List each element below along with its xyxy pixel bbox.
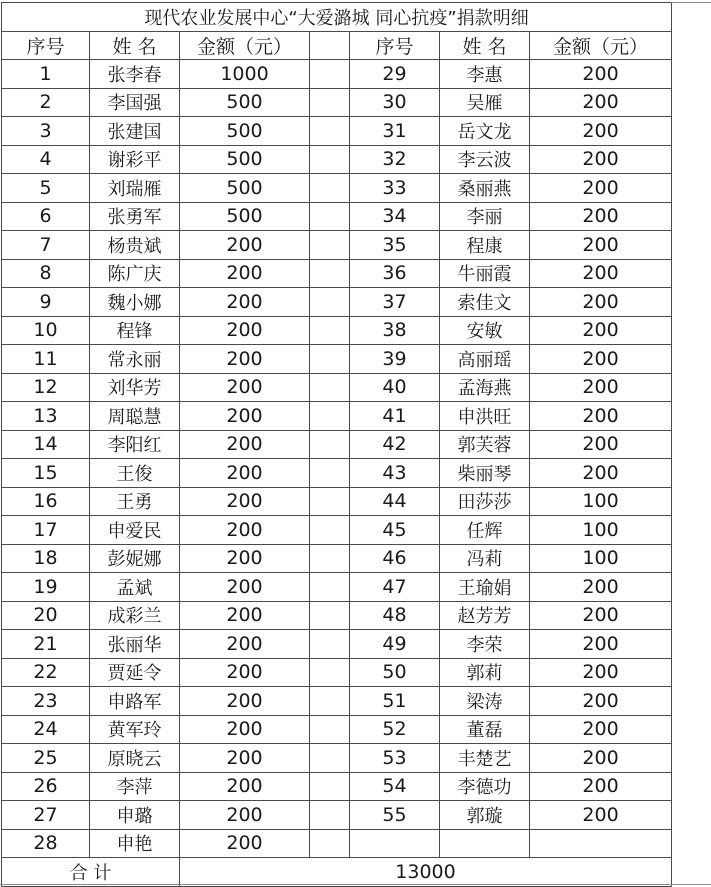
- row-name-left: 孟斌: [90, 573, 180, 602]
- row-name-right: 安敏: [440, 316, 530, 345]
- spacer-cell: [310, 459, 350, 488]
- header-index-left: 序号: [2, 31, 90, 60]
- row-index-right: 45: [350, 516, 440, 545]
- table-row: [2, 60, 672, 89]
- row-index-right: 44: [350, 487, 440, 516]
- row-amount-left: 200: [180, 630, 310, 659]
- row-index-left: 24: [2, 715, 90, 744]
- row-amount-right: 200: [530, 345, 672, 374]
- row-name-left: 申路军: [90, 687, 180, 716]
- row-amount-left: 500: [180, 202, 310, 231]
- table-row: [2, 829, 672, 858]
- sheet-grid-bottom: [0, 884, 711, 885]
- spacer-cell: [310, 231, 350, 260]
- row-index-left: 26: [2, 772, 90, 801]
- row-name-right: 郭芙蓉: [440, 430, 530, 459]
- row-name-left: 李萍: [90, 772, 180, 801]
- row-amount-right: 100: [530, 544, 672, 573]
- row-index-right: 41: [350, 402, 440, 431]
- row-name-right: 柴丽琴: [440, 459, 530, 488]
- row-index-left: 9: [2, 288, 90, 317]
- row-name-left: 申璐: [90, 801, 180, 830]
- row-amount-left: 200: [180, 744, 310, 773]
- row-name-left: 李阳红: [90, 430, 180, 459]
- total-value: 13000: [180, 858, 672, 887]
- row-index-right: 36: [350, 259, 440, 288]
- table-row: [2, 601, 672, 630]
- row-index-right: 40: [350, 373, 440, 402]
- row-index-right: 34: [350, 202, 440, 231]
- row-amount-left: 200: [180, 573, 310, 602]
- row-name-left: 常永丽: [90, 345, 180, 374]
- row-name-right: 郭莉: [440, 658, 530, 687]
- row-index-left: 23: [2, 687, 90, 716]
- row-name-left: 贾延令: [90, 658, 180, 687]
- row-amount-left: 200: [180, 829, 310, 858]
- row-amount-left: 500: [180, 88, 310, 117]
- row-amount-left: 200: [180, 687, 310, 716]
- row-name-right: 李荣: [440, 630, 530, 659]
- row-name-left: 魏小娜: [90, 288, 180, 317]
- row-name-right: 任辉: [440, 516, 530, 545]
- row-index-left: 6: [2, 202, 90, 231]
- row-index-right: 50: [350, 658, 440, 687]
- row-index-left: 5: [2, 174, 90, 203]
- row-amount-right: 200: [530, 373, 672, 402]
- row-index-right: 49: [350, 630, 440, 659]
- row-name-left: 张建国: [90, 117, 180, 146]
- spacer-cell: [310, 259, 350, 288]
- row-index-left: 15: [2, 459, 90, 488]
- row-name-right: 程康: [440, 231, 530, 260]
- row-amount-left: 500: [180, 174, 310, 203]
- table-row: [2, 373, 672, 402]
- row-name-right: 赵芳芳: [440, 601, 530, 630]
- row-name-left: 李国强: [90, 88, 180, 117]
- row-name-left: 陈广庆: [90, 259, 180, 288]
- row-amount-right: 200: [530, 459, 672, 488]
- row-amount-right: 200: [530, 174, 672, 203]
- row-index-right: 48: [350, 601, 440, 630]
- spacer-cell: [310, 430, 350, 459]
- row-index-left: 1: [2, 60, 90, 89]
- row-index-left: 14: [2, 430, 90, 459]
- row-amount-left: 200: [180, 801, 310, 830]
- row-name-left: 刘瑞雁: [90, 174, 180, 203]
- row-index-left: 19: [2, 573, 90, 602]
- row-amount-right: 200: [530, 316, 672, 345]
- header-amount-right: 金额（元）: [530, 31, 672, 60]
- row-amount-right: 200: [530, 744, 672, 773]
- table-row: [2, 658, 672, 687]
- row-amount-left: 200: [180, 316, 310, 345]
- table-row: [2, 174, 672, 203]
- row-index-right: [350, 829, 440, 858]
- row-name-left: 申爱民: [90, 516, 180, 545]
- spacer-cell: [310, 772, 350, 801]
- row-index-left: 13: [2, 402, 90, 431]
- row-name-left: 彭妮娜: [90, 544, 180, 573]
- row-amount-right: 200: [530, 601, 672, 630]
- row-index-left: 10: [2, 316, 90, 345]
- row-amount-left: 500: [180, 145, 310, 174]
- row-amount-left: 200: [180, 231, 310, 260]
- spacer-cell: [310, 202, 350, 231]
- donation-table: [1, 2, 672, 887]
- row-amount-right: 200: [530, 772, 672, 801]
- row-amount-right: 200: [530, 630, 672, 659]
- table-row: [2, 88, 672, 117]
- spacer-cell: [310, 31, 350, 60]
- table-row: [2, 573, 672, 602]
- row-amount-right: 200: [530, 202, 672, 231]
- spacer-cell: [310, 744, 350, 773]
- row-name-right: 王瑜娟: [440, 573, 530, 602]
- row-amount-left: 200: [180, 459, 310, 488]
- row-name-left: 王勇: [90, 487, 180, 516]
- row-amount-left: 200: [180, 772, 310, 801]
- table-row: [2, 231, 672, 260]
- table-row: [2, 345, 672, 374]
- row-amount-right: 200: [530, 60, 672, 89]
- row-name-left: 王俊: [90, 459, 180, 488]
- table-row: [2, 715, 672, 744]
- total-row: [2, 858, 672, 887]
- table-row: [2, 430, 672, 459]
- row-name-right: 吴雁: [440, 88, 530, 117]
- row-name-left: 周聪慧: [90, 402, 180, 431]
- spacer-cell: [310, 687, 350, 716]
- row-amount-right: 200: [530, 658, 672, 687]
- spacer-cell: [310, 373, 350, 402]
- table-row: [2, 687, 672, 716]
- spacer-cell: [310, 117, 350, 146]
- row-index-right: 38: [350, 316, 440, 345]
- row-amount-right: 200: [530, 573, 672, 602]
- header-name-left: 姓 名: [90, 31, 180, 60]
- row-name-right: 冯莉: [440, 544, 530, 573]
- row-amount-right: 200: [530, 117, 672, 146]
- row-name-right: 田莎莎: [440, 487, 530, 516]
- row-name-right: 高丽瑶: [440, 345, 530, 374]
- table-row: [2, 316, 672, 345]
- row-index-left: 3: [2, 117, 90, 146]
- table-row: [2, 145, 672, 174]
- row-amount-left: 200: [180, 402, 310, 431]
- row-index-left: 27: [2, 801, 90, 830]
- row-amount-left: 200: [180, 601, 310, 630]
- row-amount-left: 200: [180, 373, 310, 402]
- row-amount-left: 500: [180, 117, 310, 146]
- spacer-cell: [310, 544, 350, 573]
- row-amount-right: 200: [530, 231, 672, 260]
- row-index-left: 11: [2, 345, 90, 374]
- row-index-right: 43: [350, 459, 440, 488]
- row-name-right: 李云波: [440, 145, 530, 174]
- table-row: [2, 402, 672, 431]
- row-index-left: 8: [2, 259, 90, 288]
- row-index-left: 18: [2, 544, 90, 573]
- row-index-right: 32: [350, 145, 440, 174]
- row-index-right: 31: [350, 117, 440, 146]
- spacer-cell: [310, 658, 350, 687]
- row-name-left: 原晓云: [90, 744, 180, 773]
- row-name-right: 孟海燕: [440, 373, 530, 402]
- table-row: [2, 202, 672, 231]
- table-row: [2, 288, 672, 317]
- spacer-cell: [310, 60, 350, 89]
- spacer-cell: [310, 402, 350, 431]
- row-name-right: 申洪旺: [440, 402, 530, 431]
- row-amount-right: 100: [530, 487, 672, 516]
- row-index-left: 2: [2, 88, 90, 117]
- spacer-cell: [310, 316, 350, 345]
- spacer-cell: [310, 715, 350, 744]
- row-amount-right: 200: [530, 687, 672, 716]
- spacer-cell: [310, 345, 350, 374]
- row-amount-left: 200: [180, 715, 310, 744]
- row-name-left: 张丽华: [90, 630, 180, 659]
- row-amount-right: 200: [530, 715, 672, 744]
- row-name-left: 程锋: [90, 316, 180, 345]
- row-amount-right: 200: [530, 402, 672, 431]
- row-index-left: 25: [2, 744, 90, 773]
- row-index-left: 12: [2, 373, 90, 402]
- row-amount-right: [530, 829, 672, 858]
- row-index-right: 30: [350, 88, 440, 117]
- table-row: [2, 259, 672, 288]
- table-row: [2, 630, 672, 659]
- spacer-cell: [310, 516, 350, 545]
- row-name-right: [440, 829, 530, 858]
- row-index-right: 55: [350, 801, 440, 830]
- row-name-left: 黄军玲: [90, 715, 180, 744]
- table-row: [2, 772, 672, 801]
- row-name-left: 刘华芳: [90, 373, 180, 402]
- row-name-right: 岳文龙: [440, 117, 530, 146]
- row-index-right: 54: [350, 772, 440, 801]
- row-name-left: 谢彩平: [90, 145, 180, 174]
- row-name-right: 李德功: [440, 772, 530, 801]
- row-name-right: 梁涛: [440, 687, 530, 716]
- row-amount-right: 200: [530, 288, 672, 317]
- row-index-left: 21: [2, 630, 90, 659]
- table-row: [2, 544, 672, 573]
- row-index-right: 29: [350, 60, 440, 89]
- title-row: [2, 3, 672, 32]
- header-amount-left: 金额（元）: [180, 31, 310, 60]
- row-amount-left: 1000: [180, 60, 310, 89]
- row-index-left: 28: [2, 829, 90, 858]
- total-label: 合 计: [2, 858, 180, 887]
- row-amount-right: 200: [530, 430, 672, 459]
- row-name-left: 张李春: [90, 60, 180, 89]
- header-row: [2, 31, 672, 60]
- row-amount-right: 200: [530, 145, 672, 174]
- sheet-grid-edge: [671, 2, 711, 883]
- table-row: [2, 801, 672, 830]
- row-index-left: 17: [2, 516, 90, 545]
- row-index-left: 7: [2, 231, 90, 260]
- spacer-cell: [310, 630, 350, 659]
- row-index-right: 51: [350, 687, 440, 716]
- spacer-cell: [310, 174, 350, 203]
- spacer-cell: [310, 88, 350, 117]
- row-index-right: 47: [350, 573, 440, 602]
- sheet-title: 现代农业发展中心“大爱潞城 同心抗疫”捐款明细: [2, 3, 672, 32]
- row-index-left: 20: [2, 601, 90, 630]
- row-name-right: 李惠: [440, 60, 530, 89]
- row-amount-left: 200: [180, 430, 310, 459]
- row-index-right: 37: [350, 288, 440, 317]
- row-amount-right: 100: [530, 516, 672, 545]
- row-amount-left: 200: [180, 516, 310, 545]
- row-index-right: 33: [350, 174, 440, 203]
- spacer-cell: [310, 487, 350, 516]
- row-amount-left: 200: [180, 288, 310, 317]
- row-name-right: 牛丽霞: [440, 259, 530, 288]
- row-index-right: 35: [350, 231, 440, 260]
- row-name-right: 索佳文: [440, 288, 530, 317]
- row-index-left: 16: [2, 487, 90, 516]
- row-amount-right: 200: [530, 259, 672, 288]
- row-index-right: 39: [350, 345, 440, 374]
- row-name-left: 张勇军: [90, 202, 180, 231]
- row-amount-right: 200: [530, 88, 672, 117]
- table-row: [2, 117, 672, 146]
- row-amount-right: 200: [530, 801, 672, 830]
- row-name-right: 郭璇: [440, 801, 530, 830]
- table-row: [2, 744, 672, 773]
- row-amount-left: 200: [180, 345, 310, 374]
- row-name-left: 申艳: [90, 829, 180, 858]
- row-index-right: 52: [350, 715, 440, 744]
- row-name-right: 桑丽燕: [440, 174, 530, 203]
- table-row: [2, 459, 672, 488]
- row-amount-left: 200: [180, 658, 310, 687]
- spacer-cell: [310, 573, 350, 602]
- row-index-right: 46: [350, 544, 440, 573]
- row-amount-left: 200: [180, 487, 310, 516]
- row-index-left: 22: [2, 658, 90, 687]
- row-name-right: 董磊: [440, 715, 530, 744]
- row-index-right: 42: [350, 430, 440, 459]
- spacer-cell: [310, 601, 350, 630]
- row-index-left: 4: [2, 145, 90, 174]
- row-amount-left: 200: [180, 544, 310, 573]
- header-index-right: 序号: [350, 31, 440, 60]
- row-name-left: 成彩兰: [90, 601, 180, 630]
- row-name-right: 李丽: [440, 202, 530, 231]
- spacer-cell: [310, 145, 350, 174]
- header-name-right: 姓 名: [440, 31, 530, 60]
- spacer-cell: [310, 829, 350, 858]
- table-row: [2, 516, 672, 545]
- row-amount-left: 200: [180, 259, 310, 288]
- spacer-cell: [310, 288, 350, 317]
- spacer-cell: [310, 801, 350, 830]
- row-name-left: 杨贵斌: [90, 231, 180, 260]
- table-row: [2, 487, 672, 516]
- row-name-right: 丰楚艺: [440, 744, 530, 773]
- row-index-right: 53: [350, 744, 440, 773]
